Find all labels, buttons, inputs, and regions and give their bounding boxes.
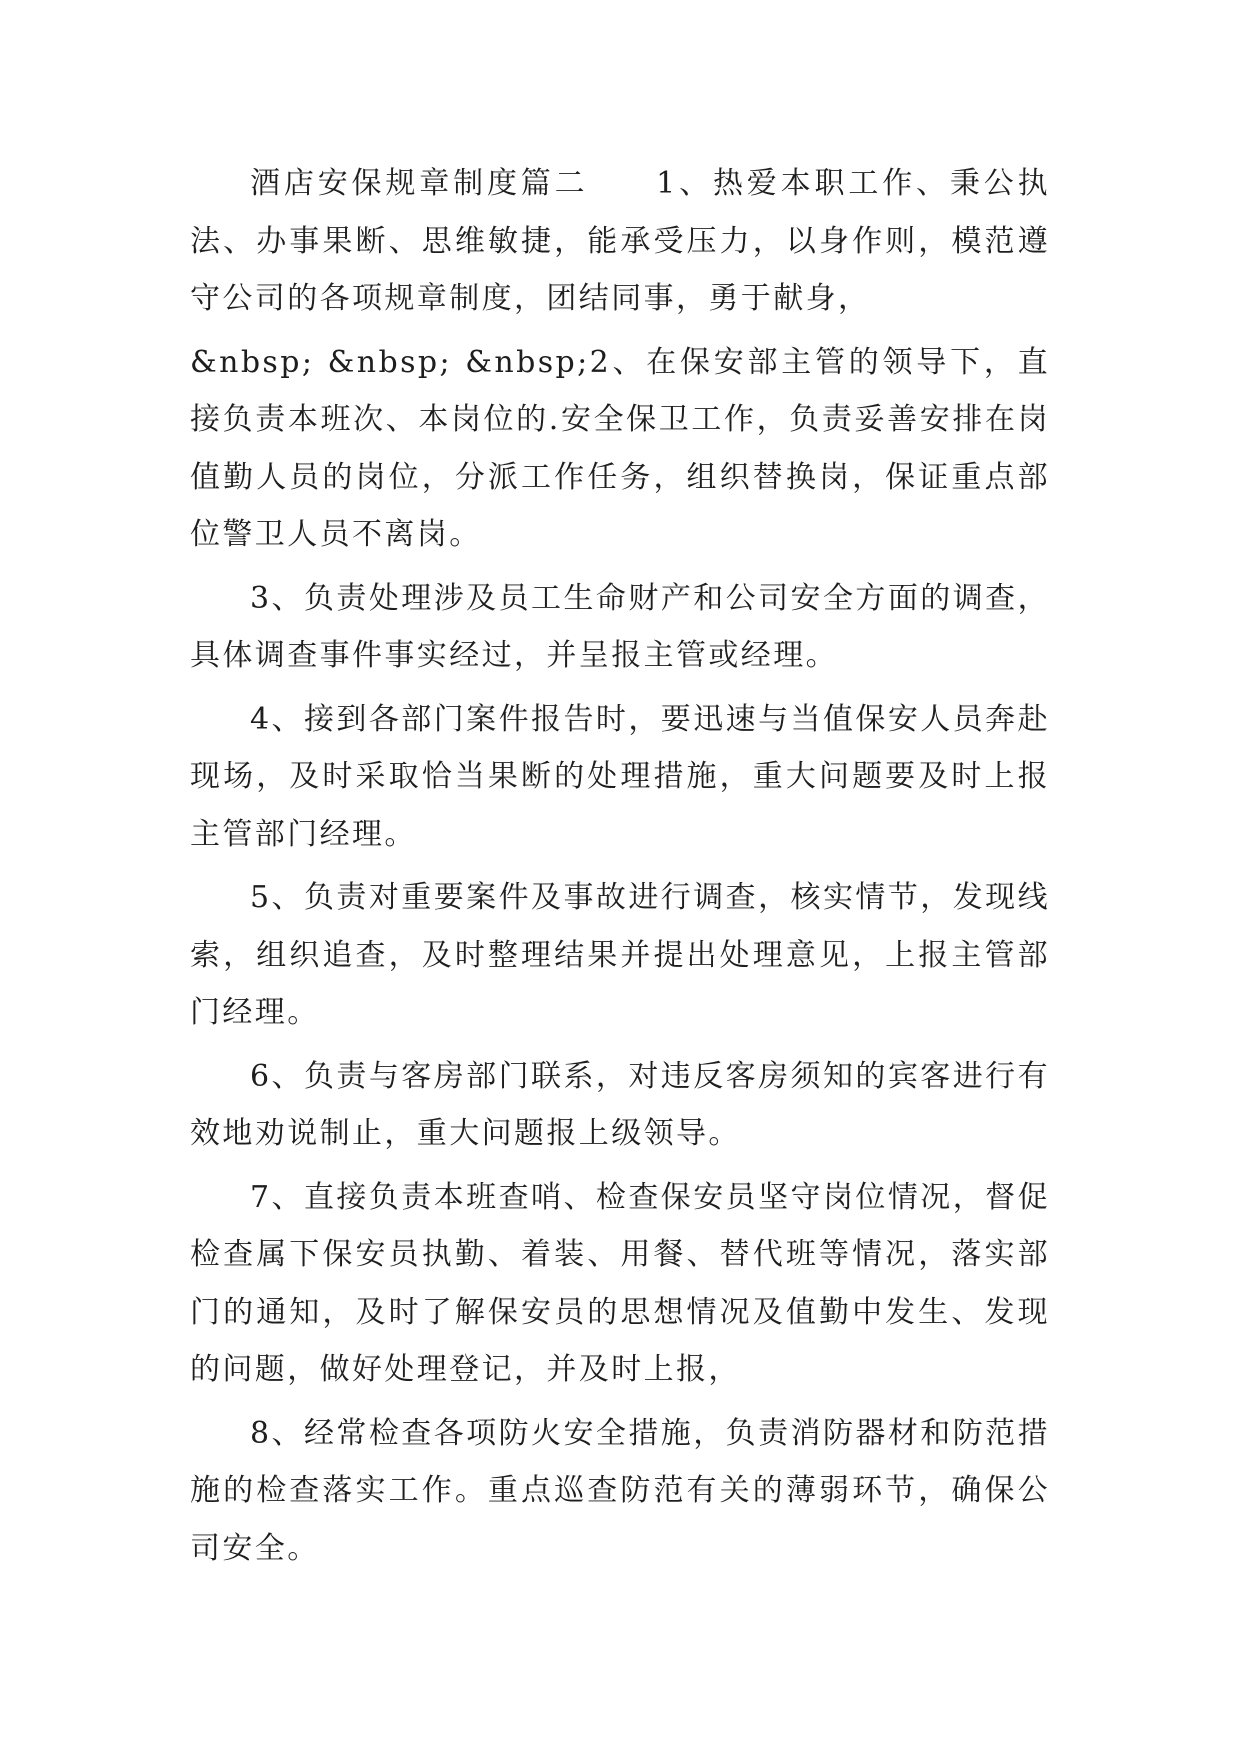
document-body [190, 155, 1050, 1577]
paragraph-8: 8、经常检查各项防火安全措施，负责消防器材和防范措施的检查落实工作。重点巡查防范有关的薄弱环节，确保公司安全。 [190, 1415, 1050, 1566]
paragraph-2: &nbsp; &nbsp; &nbsp;2、在保安部主管的领导下，直接负责本班次、本岗位的.安全保卫工作，负责妥善安排在岗值勤人员的岗位，分派工作任务，组织替换岗，保证重点部位警卫人员不离岗。 [190, 344, 1050, 552]
paragraph-7: 7、直接负责本班查哨、检查保安员坚守岗位情况，督促检查属下保安员执勤、着装、用餐、替代班等情况，落实部门的通知，及时了解保安员的思想情况及值勤中发生、发现的问题，做好处理登记，并及时上报， [190, 1179, 1050, 1387]
paragraph-6: 6、负责与客房部门联系，对违反客房须知的宾客进行有效地劝说制止，重大问题报上级领导。 [190, 1058, 1050, 1151]
paragraph-3: 3、负责处理涉及员工生命财产和公司安全方面的调查，具体调查事件事实经过，并呈报主管或经理。 [190, 580, 1050, 673]
paragraph-4: 4、接到各部门案件报告时，要迅速与当值保安人员奔赴现场，及时采取恰当果断的处理措施，重大问题要及时上报主管部门经理。 [190, 701, 1050, 852]
paragraph-intro: 酒店安保规章制度篇二 1、热爱本职工作、秉公执法、办事果断、思维敏捷，能承受压力，以身作则，模范遵守公司的各项规章制度，团结同事，勇于献身， [190, 166, 1050, 316]
paragraph-5: 5、负责对重要案件及事故进行调查，核实情节，发现线索，组织追查，及时整理结果并提出处理意见，上报主管部门经理。 [190, 880, 1050, 1030]
